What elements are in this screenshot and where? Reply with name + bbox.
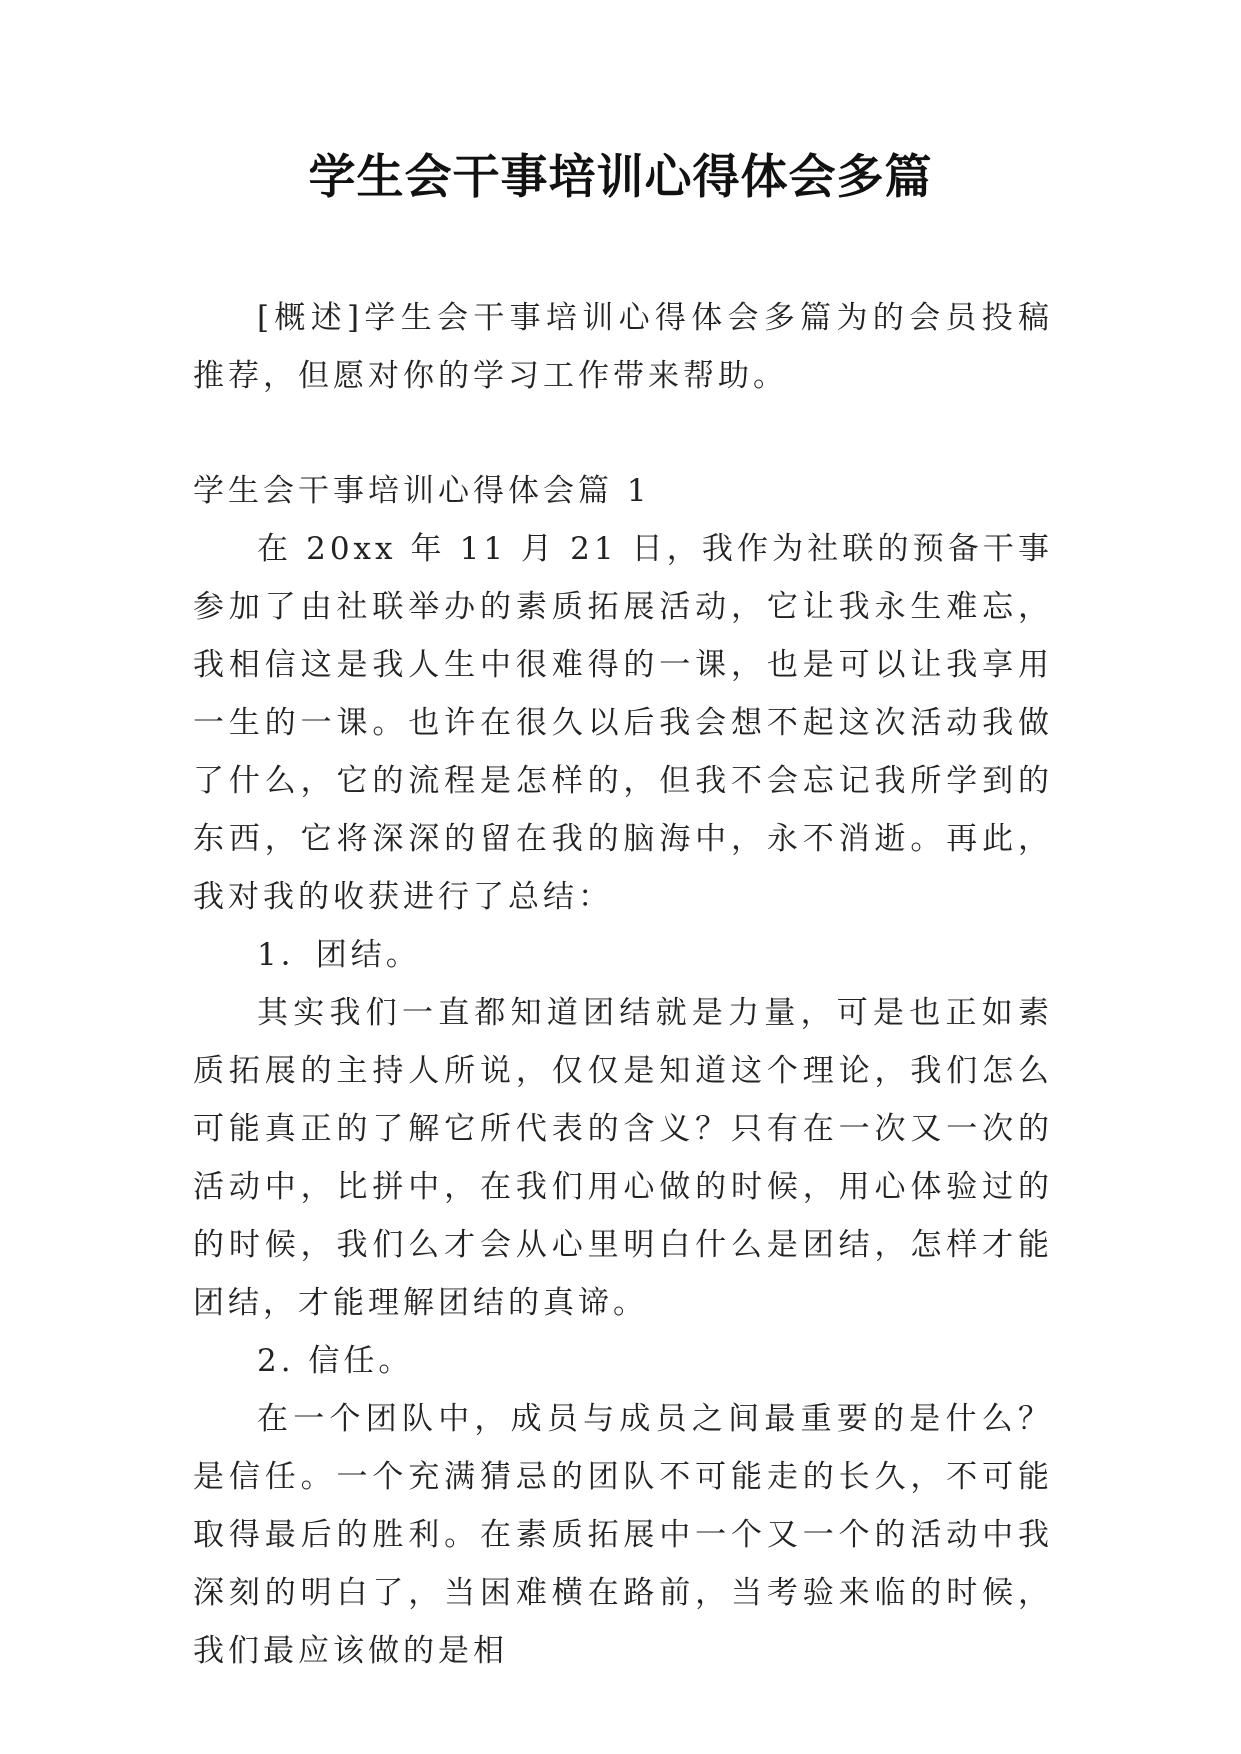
article-body <box>193 462 1053 1680</box>
paragraph: 在 20xx 年 11 月 21 日，我作为社联的预备干事参加了由社联举办的素质拓展活动，它让我永生难忘，我相信这是我人生中很难得的一课，也是可以让我享用一生的一课。也许在很久以后我会想不起这次活动我做了什么，它的流程是怎样的，但我不会忘记我所学到的东西，它将深深的留在我的脑海中，永不消逝。再此，我对我的收获进行了总结： <box>193 531 1053 915</box>
list-item-unity: 1．团结。 <box>257 937 421 973</box>
abstract-text: [概述]学生会干事培训心得体会多篇为的会员投稿推荐，但愿对你的学习工作带来帮助。 <box>193 300 1053 394</box>
section-heading: 学生会干事培训心得体会篇 1 <box>193 473 651 509</box>
paragraph: 其实我们一直都知道团结就是力量，可是也正如素质拓展的主持人所说，仅仅是知道这个理论，我们怎么可能真正的了解它所代表的含义？只有在一次又一次的活动中，比拼中，在我们用心做的时候，用心体验过的的时候，我们么才会从心里明白什么是团结，怎样才能团结，才能理解团结的真谛。 <box>193 995 1053 1321</box>
list-item-trust: 2. 信任。 <box>257 1343 414 1379</box>
paragraph: 在一个团队中，成员与成员之间最重要的是什么？是信任。一个充满猜忌的团队不可能走的长久，不可能取得最后的胜利。在素质拓展中一个又一个的活动中我深刻的明白了，当困难横在路前，当考验来临的时候，我们最应该做的是相 <box>193 1401 1053 1669</box>
abstract-block <box>193 289 1053 405</box>
document-title: 学生会干事培训心得体会多篇 <box>308 150 933 205</box>
